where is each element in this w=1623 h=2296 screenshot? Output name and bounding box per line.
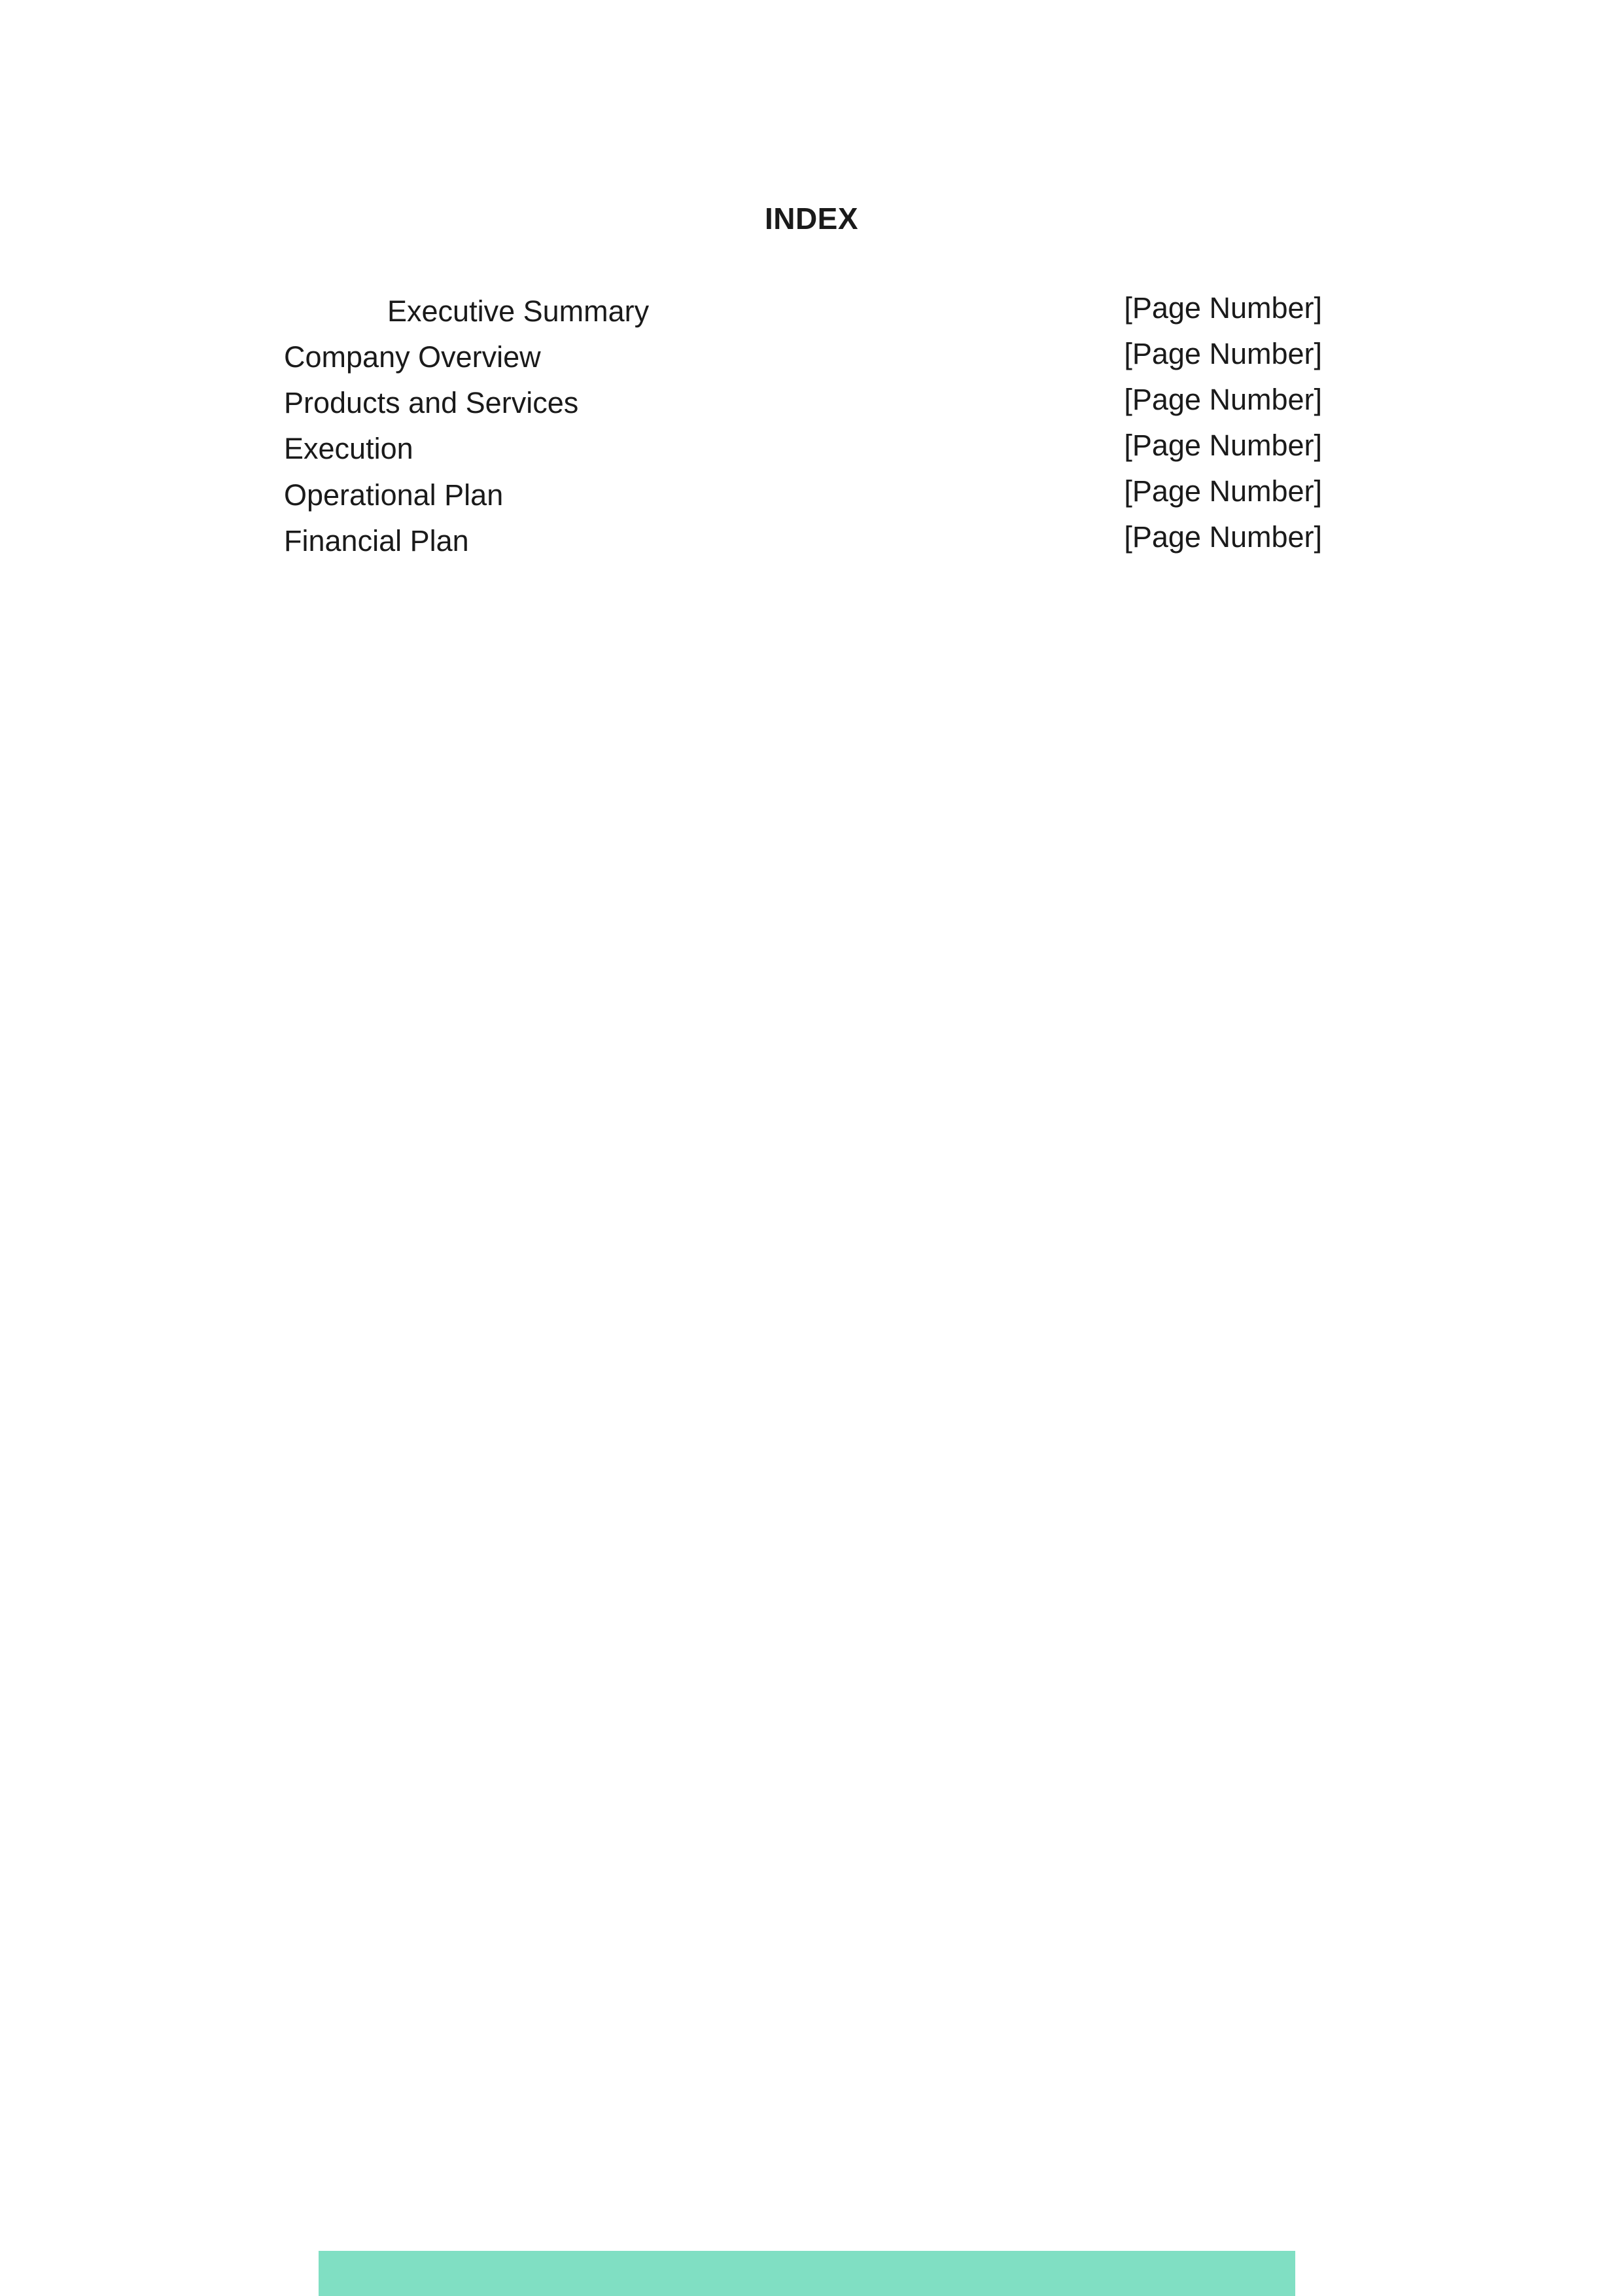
index-title: INDEX bbox=[764, 202, 859, 236]
index-entry-page-operational-plan: [Page Number] bbox=[1124, 474, 1322, 508]
index-entry-page-financial-plan: [Page Number] bbox=[1124, 520, 1322, 554]
index-entry-label-products-and-services: Products and Services bbox=[284, 386, 579, 419]
index-entry-page-products-and-services: [Page Number] bbox=[1124, 383, 1322, 416]
footer-color-band bbox=[319, 2251, 1295, 2296]
index-entry-label-operational-plan: Operational Plan bbox=[284, 478, 504, 512]
index-entry-label-execution: Execution bbox=[284, 432, 413, 465]
index-entry-page-execution: [Page Number] bbox=[1124, 429, 1322, 462]
index-entry-label-financial-plan: Financial Plan bbox=[284, 524, 469, 557]
index-entry-label-executive-summary: Executive Summary bbox=[387, 294, 650, 328]
index-entry-page-executive-summary: [Page Number] bbox=[1124, 291, 1322, 325]
index-entry-label-company-overview: Company Overview bbox=[284, 340, 541, 374]
index-entry-page-company-overview: [Page Number] bbox=[1124, 337, 1322, 370]
